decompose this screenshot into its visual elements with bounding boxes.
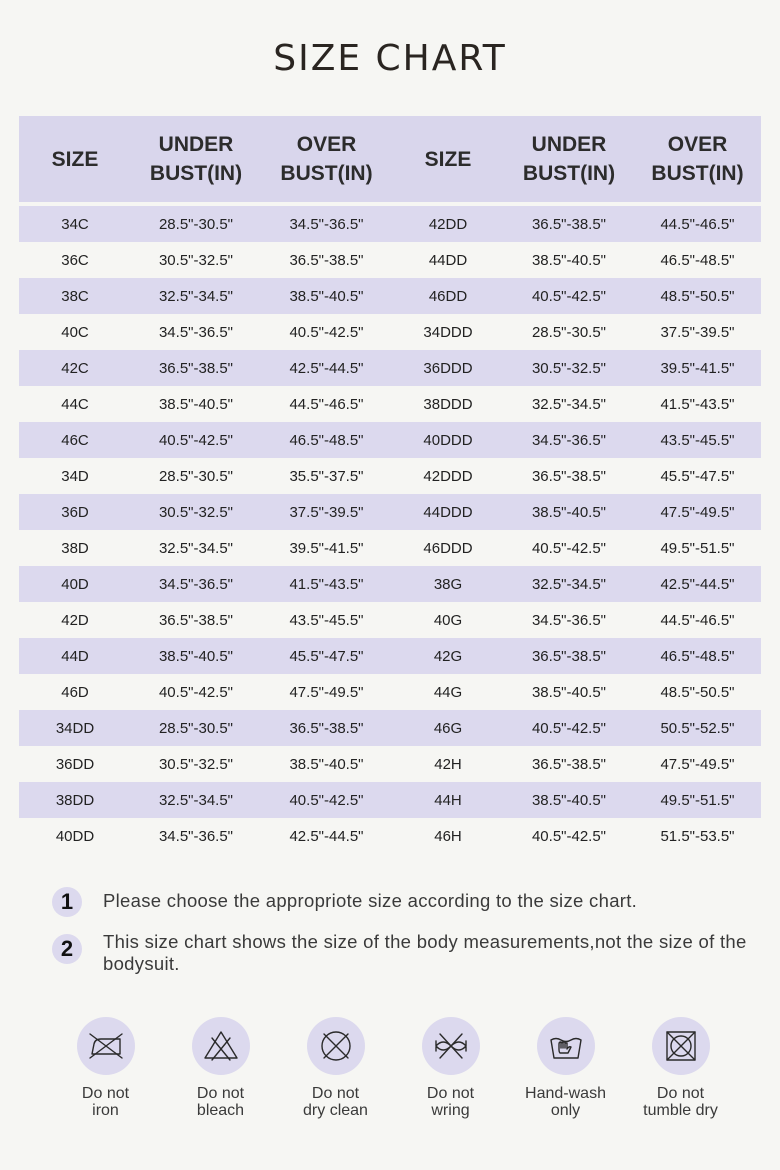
do-not-wring-icon: [422, 1017, 480, 1075]
table-cell: 45.5"-47.5": [261, 638, 392, 674]
table-cell: 42.5"-44.5": [261, 818, 392, 854]
table-cell: 40D: [19, 566, 131, 602]
care-label: Do not dry clean: [303, 1085, 368, 1119]
table-cell: 30.5"-32.5": [131, 494, 261, 530]
table-cell: 34.5"-36.5": [504, 422, 634, 458]
table-cell: 44DD: [392, 242, 504, 278]
table-cell: 28.5"-30.5": [504, 314, 634, 350]
table-cell: 40.5"-42.5": [504, 530, 634, 566]
table-cell: 44C: [19, 386, 131, 422]
table-row: [19, 674, 761, 710]
table-cell: 46H: [392, 818, 504, 854]
table-header-row: [19, 116, 761, 202]
care-item: [163, 1017, 278, 1119]
note-item: [52, 931, 762, 975]
page-title: SIZE CHART: [273, 38, 507, 79]
table-cell: 36D: [19, 494, 131, 530]
note-item: [52, 884, 762, 917]
table-cell: 38.5"-40.5": [504, 674, 634, 710]
table-cell: 38.5"-40.5": [261, 278, 392, 314]
table-cell: 40.5"-42.5": [131, 422, 261, 458]
table-cell: 34C: [19, 206, 131, 242]
note-text: This size chart shows the size of the body measurements,not the size of the bodysuit.: [103, 931, 747, 974]
care-item: [48, 1017, 163, 1119]
table-cell: 34DDD: [392, 314, 504, 350]
table-cell: 36.5"-38.5": [504, 638, 634, 674]
note-number-badge: 2: [52, 934, 82, 964]
do-not-dry-clean-icon: [307, 1017, 365, 1075]
table-cell: 28.5"-30.5": [131, 206, 261, 242]
table-cell: 43.5"-45.5": [634, 422, 761, 458]
table-cell: 36DD: [19, 746, 131, 782]
table-cell: 46.5"-48.5": [261, 422, 392, 458]
table-cell: 38.5"-40.5": [261, 746, 392, 782]
table-cell: 42D: [19, 602, 131, 638]
table-cell: 36.5"-38.5": [504, 746, 634, 782]
table-row: [19, 278, 761, 314]
table-cell: 50.5"-52.5": [634, 710, 761, 746]
care-instructions: [48, 1017, 738, 1119]
table-cell: 41.5"-43.5": [634, 386, 761, 422]
table-cell: 51.5"-53.5": [634, 818, 761, 854]
do-not-bleach-icon: [192, 1017, 250, 1075]
do-not-iron-icon: [77, 1017, 135, 1075]
table-cell: 34.5"-36.5": [131, 818, 261, 854]
table-cell: 47.5"-49.5": [261, 674, 392, 710]
table-cell: 32.5"-34.5": [131, 278, 261, 314]
table-cell: 40G: [392, 602, 504, 638]
table-cell: 32.5"-34.5": [131, 530, 261, 566]
care-label: Hand-wash only: [525, 1085, 606, 1119]
table-cell: 32.5"-34.5": [504, 566, 634, 602]
table-cell: 44.5"-46.5": [261, 386, 392, 422]
table-cell: 28.5"-30.5": [131, 710, 261, 746]
table-cell: 36DDD: [392, 350, 504, 386]
care-item: [278, 1017, 393, 1119]
notes-section: [52, 884, 762, 989]
table-cell: 38C: [19, 278, 131, 314]
table-cell: 38.5"-40.5": [504, 494, 634, 530]
table-cell: 42.5"-44.5": [634, 566, 761, 602]
table-cell: 46C: [19, 422, 131, 458]
table-cell: 28.5"-30.5": [131, 458, 261, 494]
table-cell: 30.5"-32.5": [131, 746, 261, 782]
table-cell: 36.5"-38.5": [131, 602, 261, 638]
table-cell: 32.5"-34.5": [131, 782, 261, 818]
size-table: [19, 116, 761, 854]
table-cell: 46G: [392, 710, 504, 746]
table-cell: 42C: [19, 350, 131, 386]
table-cell: 43.5"-45.5": [261, 602, 392, 638]
table-cell: 35.5"-37.5": [261, 458, 392, 494]
table-cell: 40.5"-42.5": [261, 782, 392, 818]
table-row: [19, 566, 761, 602]
table-row: [19, 746, 761, 782]
table-cell: 44D: [19, 638, 131, 674]
table-cell: 46DD: [392, 278, 504, 314]
table-row: [19, 602, 761, 638]
table-cell: 37.5"-39.5": [634, 314, 761, 350]
table-cell: 44.5"-46.5": [634, 206, 761, 242]
table-cell: 34.5"-36.5": [504, 602, 634, 638]
table-cell: 49.5"-51.5": [634, 530, 761, 566]
table-cell: 36C: [19, 242, 131, 278]
table-row: [19, 818, 761, 854]
column-header: UNDER BUST(IN): [131, 116, 261, 202]
column-header: SIZE: [19, 116, 131, 202]
table-cell: 36.5"-38.5": [131, 350, 261, 386]
table-body: [19, 202, 761, 854]
table-cell: 44H: [392, 782, 504, 818]
table-cell: 38G: [392, 566, 504, 602]
table-row: [19, 386, 761, 422]
table-cell: 47.5"-49.5": [634, 746, 761, 782]
hand-wash-icon: [537, 1017, 595, 1075]
table-cell: 34.5"-36.5": [131, 566, 261, 602]
table-row: [19, 422, 761, 458]
table-cell: 42.5"-44.5": [261, 350, 392, 386]
table-cell: 38.5"-40.5": [131, 386, 261, 422]
table-cell: 38.5"-40.5": [504, 782, 634, 818]
table-row: [19, 242, 761, 278]
table-cell: 42DD: [392, 206, 504, 242]
care-label: Do not tumble dry: [643, 1085, 718, 1119]
table-cell: 36.5"-38.5": [261, 710, 392, 746]
table-cell: 36.5"-38.5": [261, 242, 392, 278]
care-item: [393, 1017, 508, 1119]
table-cell: 42H: [392, 746, 504, 782]
table-cell: 38D: [19, 530, 131, 566]
table-cell: 42DDD: [392, 458, 504, 494]
care-item: [623, 1017, 738, 1119]
table-cell: 48.5"-50.5": [634, 278, 761, 314]
table-cell: 30.5"-32.5": [131, 242, 261, 278]
table-cell: 44.5"-46.5": [634, 602, 761, 638]
table-row: [19, 782, 761, 818]
table-cell: 37.5"-39.5": [261, 494, 392, 530]
note-number-badge: 1: [52, 887, 82, 917]
care-label: Do not iron: [81, 1085, 130, 1119]
table-row: [19, 314, 761, 350]
table-cell: 36.5"-38.5": [504, 458, 634, 494]
table-cell: 40.5"-42.5": [504, 818, 634, 854]
table-cell: 32.5"-34.5": [504, 386, 634, 422]
table-cell: 40.5"-42.5": [504, 278, 634, 314]
table-cell: 46D: [19, 674, 131, 710]
table-cell: 44G: [392, 674, 504, 710]
table-row: [19, 494, 761, 530]
table-cell: 41.5"-43.5": [261, 566, 392, 602]
column-header: OVER BUST(IN): [634, 116, 761, 202]
care-item: [508, 1017, 623, 1119]
table-cell: 46.5"-48.5": [634, 242, 761, 278]
table-row: [19, 530, 761, 566]
table-cell: 48.5"-50.5": [634, 674, 761, 710]
care-label: Do not bleach: [196, 1085, 245, 1119]
table-cell: 40.5"-42.5": [261, 314, 392, 350]
column-header: SIZE: [392, 116, 504, 202]
note-text: Please choose the appropriote size according to the size chart.: [103, 890, 638, 911]
table-cell: 38DD: [19, 782, 131, 818]
column-header: OVER BUST(IN): [261, 116, 392, 202]
table-row: [19, 458, 761, 494]
table-cell: 39.5"-41.5": [634, 350, 761, 386]
column-header: UNDER BUST(IN): [504, 116, 634, 202]
table-row: [19, 350, 761, 386]
table-cell: 49.5"-51.5": [634, 782, 761, 818]
table-cell: 40DD: [19, 818, 131, 854]
care-label: Do not wring: [426, 1085, 475, 1119]
table-cell: 46.5"-48.5": [634, 638, 761, 674]
table-cell: 40.5"-42.5": [131, 674, 261, 710]
table-cell: 40.5"-42.5": [504, 710, 634, 746]
table-cell: 34D: [19, 458, 131, 494]
table-cell: 34.5"-36.5": [131, 314, 261, 350]
table-cell: 47.5"-49.5": [634, 494, 761, 530]
table-cell: 39.5"-41.5": [261, 530, 392, 566]
table-cell: 38.5"-40.5": [504, 242, 634, 278]
table-cell: 38.5"-40.5": [131, 638, 261, 674]
table-cell: 46DDD: [392, 530, 504, 566]
table-cell: 38DDD: [392, 386, 504, 422]
table-cell: 30.5"-32.5": [504, 350, 634, 386]
table-cell: 36.5"-38.5": [504, 206, 634, 242]
table-cell: 40C: [19, 314, 131, 350]
table-cell: 40DDD: [392, 422, 504, 458]
table-row: [19, 710, 761, 746]
do-not-tumble-dry-icon: [652, 1017, 710, 1075]
table-cell: 34.5"-36.5": [261, 206, 392, 242]
table-cell: 44DDD: [392, 494, 504, 530]
table-cell: 42G: [392, 638, 504, 674]
table-cell: 45.5"-47.5": [634, 458, 761, 494]
table-cell: 34DD: [19, 710, 131, 746]
table-row: [19, 638, 761, 674]
table-row: [19, 206, 761, 242]
